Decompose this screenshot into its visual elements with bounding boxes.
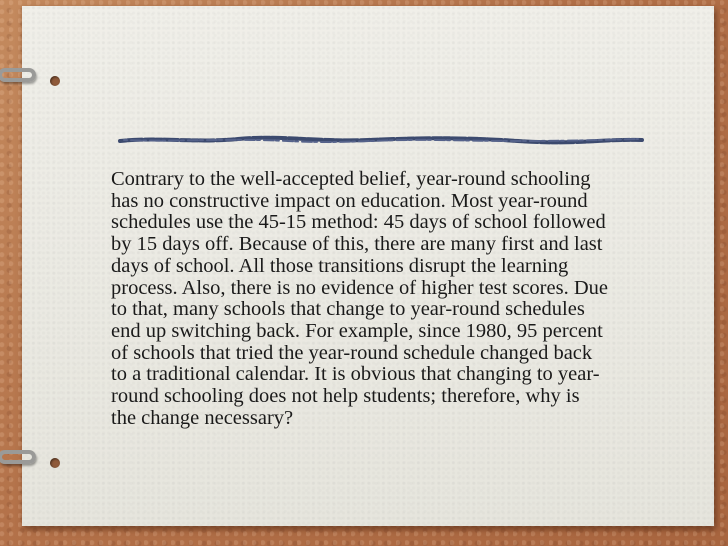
punch-hole-bottom — [50, 458, 60, 468]
body-paragraph: Contrary to the well-accepted belief, year-round schooling has no constructive impact on education. Most year-round schedules use the 45-15 method: 45 days of school followed by 15 days off. Because of this, there are many first and last days of school. All those transitions disrupt the learning process. Also, there is no evidence of higher test scores. Due to that, many schools that change to year-round schedules end up switching back. For example, since 1980, 95 percent of schools that tried the year-round schedule changed back to a traditional calendar. It is obvious that changing to year- round schooling does not help students; therefore, why is the change necessary? — [111, 168, 608, 429]
slide-paper — [22, 6, 714, 526]
binder-ring-icon — [0, 450, 36, 464]
binder-ring-icon — [0, 68, 36, 82]
punch-hole-top — [50, 76, 60, 86]
ink-brush-divider — [118, 134, 644, 146]
